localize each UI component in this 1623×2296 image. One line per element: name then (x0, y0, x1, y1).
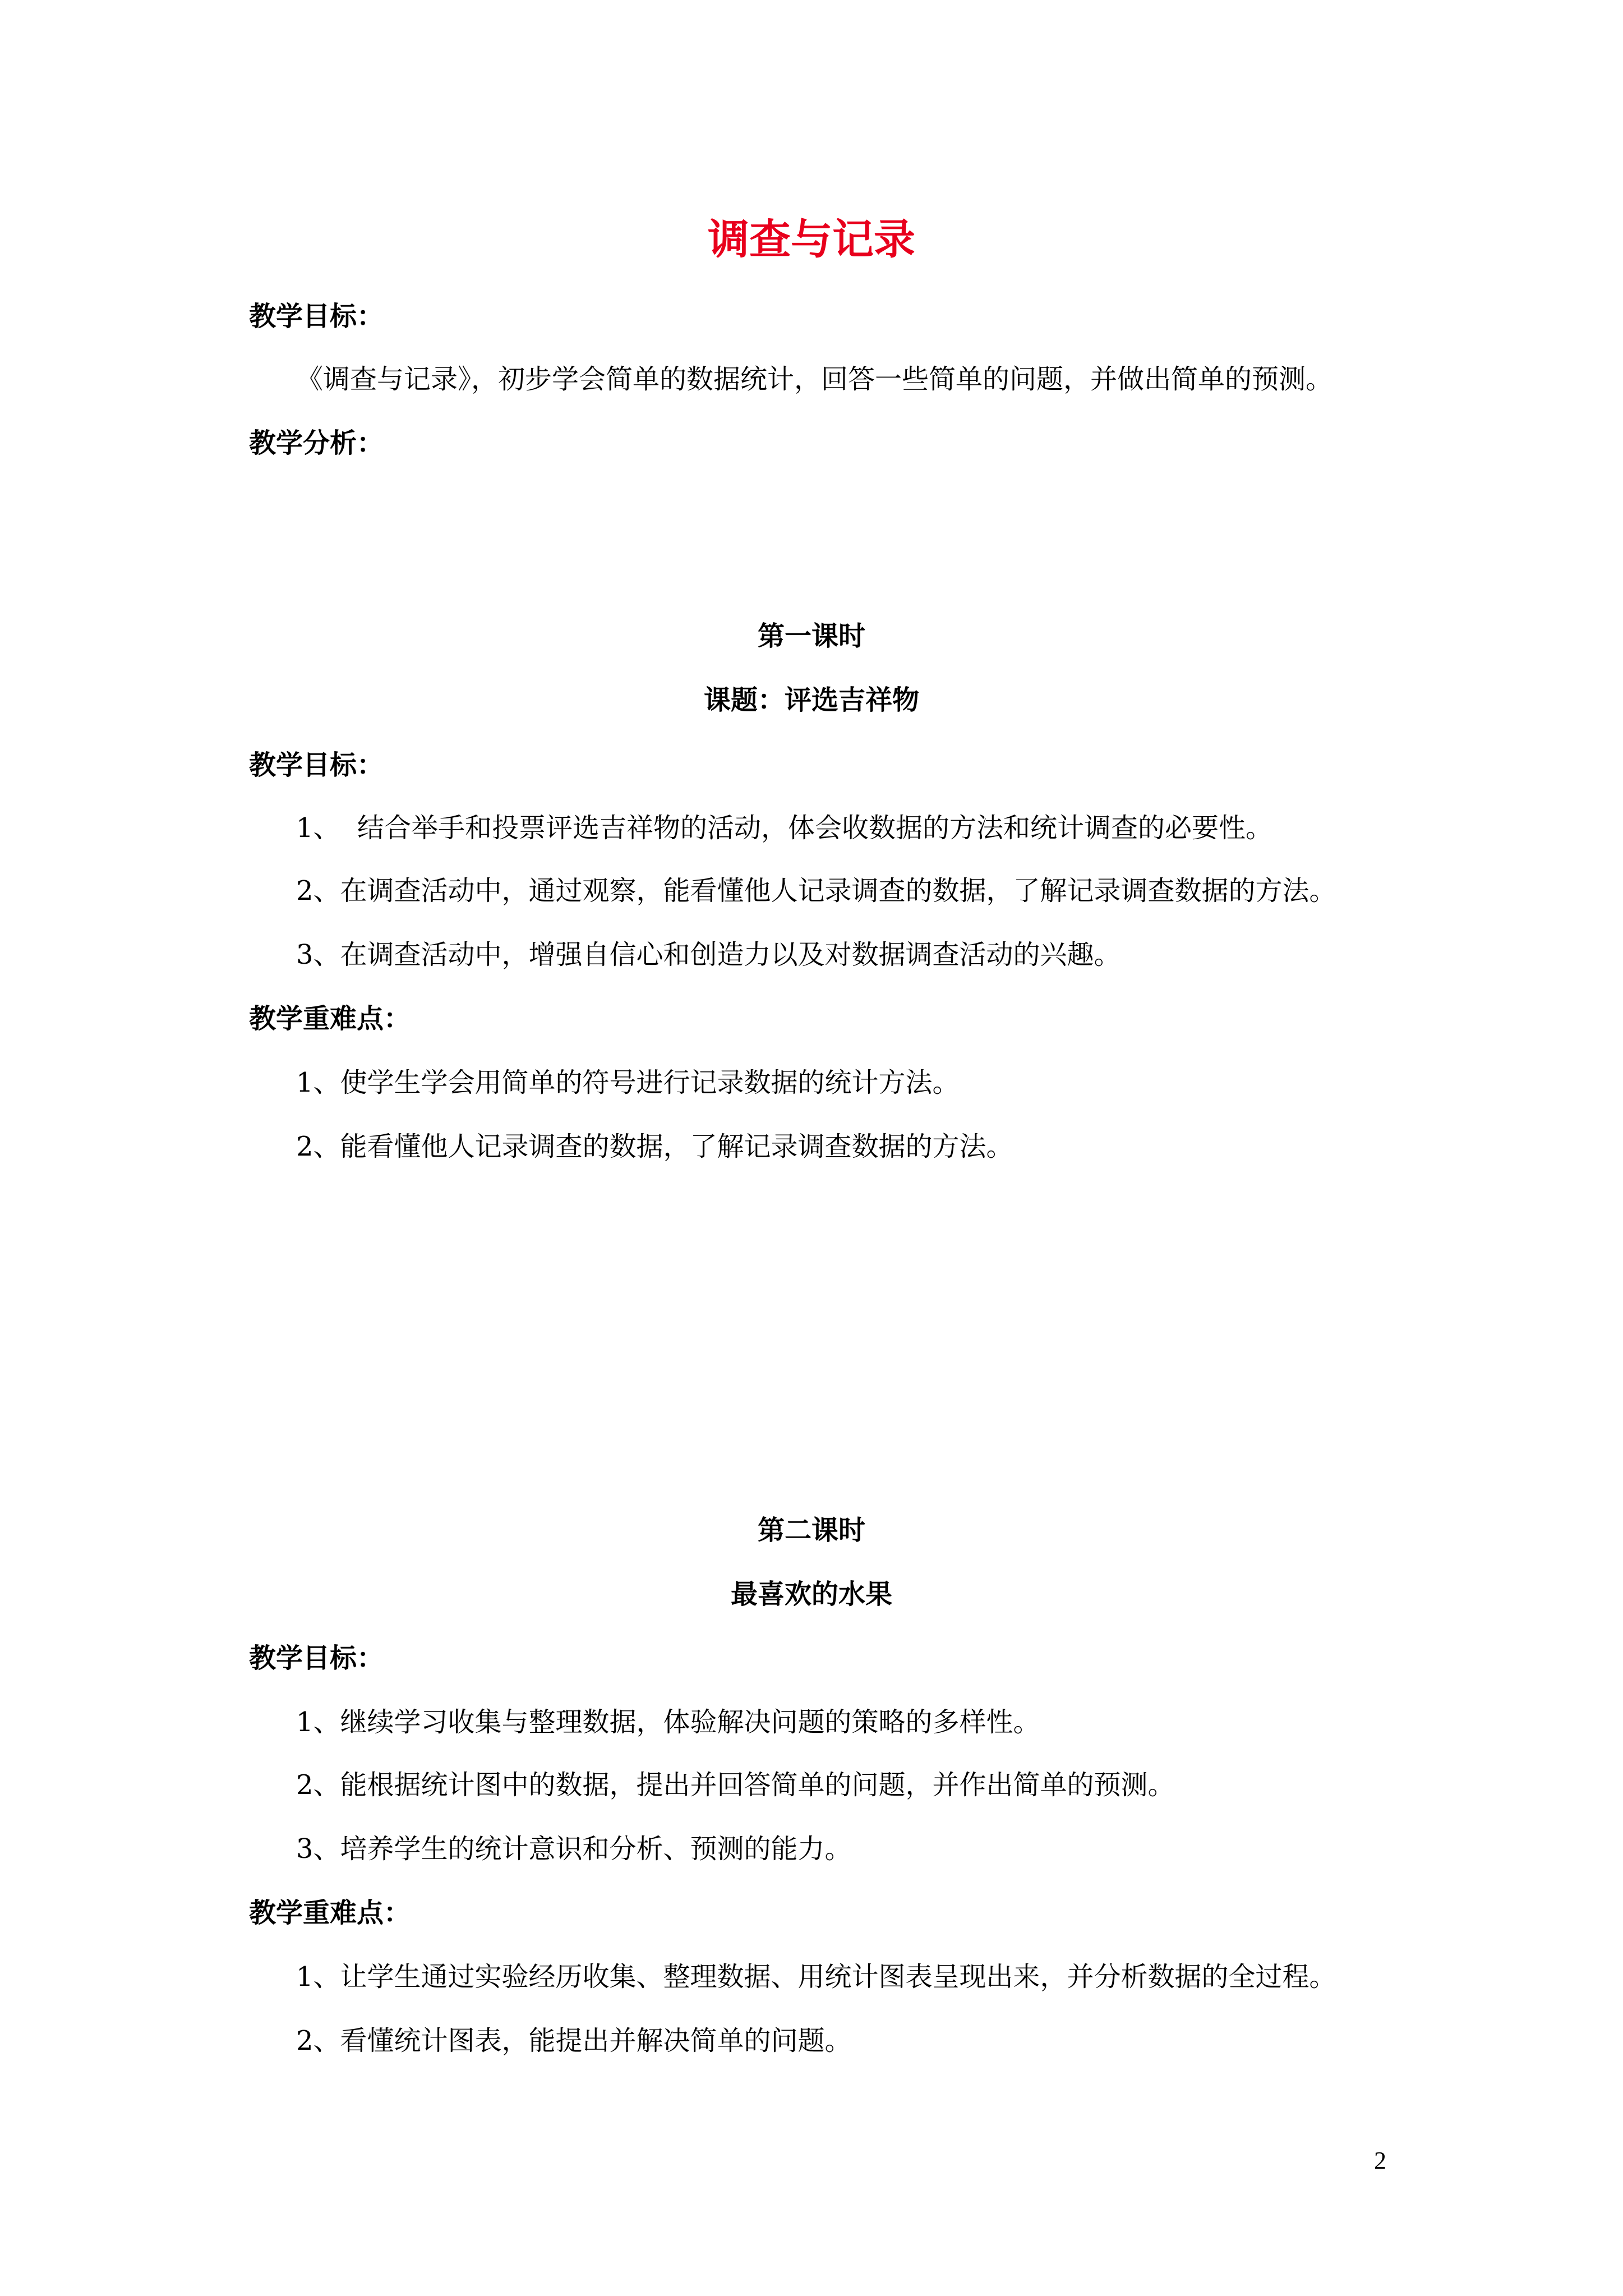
intro-analysis-heading: 教学分析： (249, 427, 384, 459)
lesson1-period: 第一课时 (757, 620, 865, 652)
lesson1-goal-heading: 教学目标： (249, 749, 384, 781)
lesson2-goal-item: 1、继续学习收集与整理数据，体验解决问题的策略的多样性。 (296, 1706, 1040, 1738)
lesson2-key-item: 1、让学生通过实验经历收集、整理数据、用统计图表呈现出来，并分析数据的全过程。 (296, 1961, 1336, 1993)
lesson2-goal-item: 3、培养学生的统计意识和分析、预测的能力。 (296, 1833, 852, 1865)
lesson1-goal-item: 1、 结合举手和投票评选吉祥物的活动，体会收数据的方法和统计调查的必要性。 (296, 812, 1273, 844)
lesson1-key-item: 1、使学生学会用简单的符号进行记录数据的统计方法。 (296, 1067, 960, 1098)
intro-goal-heading: 教学目标： (249, 301, 384, 332)
intro-goal-text: 《调查与记录》，初步学会简单的数据统计，回答一些简单的问题，并做出简单的预测。 (296, 364, 1333, 395)
lesson2-topic: 最喜欢的水果 (730, 1579, 892, 1610)
lesson2-goal-item: 2、能根据统计图中的数据，提出并回答简单的问题，并作出简单的预测。 (296, 1769, 1175, 1801)
lesson1-topic: 课题：评选吉祥物 (703, 684, 919, 716)
lesson1-goal-item: 2、在调查活动中，通过观察，能看懂他人记录调查的数据，了解记录调查数据的方法。 (296, 875, 1336, 907)
document-title: 调查与记录 (708, 215, 915, 264)
lesson2-goal-heading: 教学目标： (249, 1642, 384, 1674)
lesson2-key-item: 2、看懂统计图表，能提出并解决简单的问题。 (296, 2025, 852, 2056)
lesson1-key-item: 2、能看懂他人记录调查的数据，了解记录调查数据的方法。 (296, 1131, 1013, 1162)
lesson1-key-heading: 教学重难点： (249, 1003, 411, 1034)
lesson2-period: 第二课时 (757, 1515, 865, 1546)
lesson1-goal-item: 3、在调查活动中，增强自信心和创造力以及对数据调查活动的兴趣。 (296, 939, 1121, 970)
lesson2-key-heading: 教学重难点： (249, 1897, 411, 1929)
page-number: 2 (1374, 2147, 1386, 2174)
